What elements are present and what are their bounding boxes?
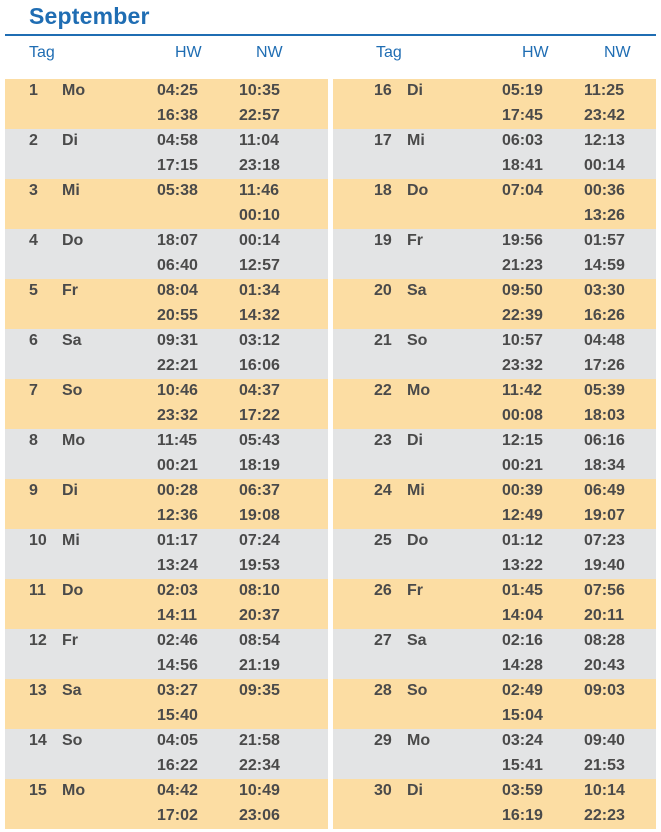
low-water-1: 07:23 xyxy=(584,532,625,549)
weekday: Mi xyxy=(62,182,80,199)
weekday: Do xyxy=(62,232,84,249)
low-water-2: 16:06 xyxy=(239,357,280,374)
low-water-1: 01:57 xyxy=(584,232,625,249)
day-number: 3 xyxy=(29,182,38,199)
high-water-1: 10:57 xyxy=(502,332,543,349)
high-water-2: 22:39 xyxy=(502,307,543,324)
low-water-1: 05:39 xyxy=(584,382,625,399)
low-water-1: 06:49 xyxy=(584,482,625,499)
low-water-1: 10:49 xyxy=(239,782,280,799)
low-water-2: 20:43 xyxy=(584,657,625,674)
low-water-2: 18:34 xyxy=(584,457,625,474)
low-water-2: 20:11 xyxy=(584,607,625,624)
weekday: Di xyxy=(62,132,78,149)
high-water-2: 14:04 xyxy=(502,607,543,624)
high-water-2: 21:23 xyxy=(502,257,543,274)
low-water-1: 04:37 xyxy=(239,382,280,399)
low-water-2: 23:42 xyxy=(584,107,625,124)
weekday: Sa xyxy=(62,682,82,699)
high-water-2: 16:38 xyxy=(157,107,198,124)
table-row xyxy=(333,379,656,429)
high-water-1: 00:39 xyxy=(502,482,543,499)
high-water-1: 04:42 xyxy=(157,782,198,799)
low-water-1: 09:40 xyxy=(584,732,625,749)
table-row xyxy=(333,179,656,229)
high-water-1: 09:31 xyxy=(157,332,198,349)
low-water-1: 07:24 xyxy=(239,532,280,549)
low-water-2: 13:26 xyxy=(584,207,625,224)
weekday: Fr xyxy=(62,632,78,649)
high-water-2: 22:21 xyxy=(157,357,198,374)
day-number: 29 xyxy=(374,732,392,749)
table-row xyxy=(5,179,328,229)
low-water-2: 21:53 xyxy=(584,757,625,774)
high-water-1: 02:49 xyxy=(502,682,543,699)
table-row xyxy=(5,129,328,179)
low-water-1: 03:12 xyxy=(239,332,280,349)
table-row xyxy=(5,379,328,429)
low-water-2: 19:40 xyxy=(584,557,625,574)
low-water-1: 04:48 xyxy=(584,332,625,349)
low-water-1: 03:30 xyxy=(584,282,625,299)
low-water-1: 21:58 xyxy=(239,732,280,749)
low-water-2: 22:23 xyxy=(584,807,625,824)
high-water-2: 16:19 xyxy=(502,807,543,824)
table-row xyxy=(333,229,656,279)
weekday: Mo xyxy=(407,732,431,749)
low-water-2: 19:08 xyxy=(239,507,280,524)
high-water-2: 14:28 xyxy=(502,657,543,674)
table-row xyxy=(333,79,656,129)
high-water-2: 17:45 xyxy=(502,107,543,124)
high-water-1: 12:15 xyxy=(502,432,543,449)
low-water-2: 18:03 xyxy=(584,407,625,424)
low-water-2: 17:26 xyxy=(584,357,625,374)
weekday: Mi xyxy=(407,482,425,499)
high-water-2: 12:49 xyxy=(502,507,543,524)
day-number: 15 xyxy=(29,782,47,799)
weekday: Di xyxy=(407,782,423,799)
weekday: Mo xyxy=(62,82,86,99)
low-water-2: 00:10 xyxy=(239,207,280,224)
low-water-1: 05:43 xyxy=(239,432,280,449)
high-water-1: 07:04 xyxy=(502,182,543,199)
high-water-2: 17:02 xyxy=(157,807,198,824)
low-water-1: 10:35 xyxy=(239,82,280,99)
high-water-1: 18:07 xyxy=(157,232,198,249)
weekday: Sa xyxy=(407,282,427,299)
weekday: Do xyxy=(407,182,429,199)
table-row xyxy=(333,129,656,179)
low-water-2: 20:37 xyxy=(239,607,280,624)
day-number: 1 xyxy=(29,82,38,99)
day-number: 17 xyxy=(374,132,392,149)
table-row xyxy=(5,279,328,329)
high-water-2: 15:04 xyxy=(502,707,543,724)
high-water-1: 04:25 xyxy=(157,82,198,99)
weekday: Mi xyxy=(407,132,425,149)
day-number: 21 xyxy=(374,332,392,349)
high-water-1: 09:50 xyxy=(502,282,543,299)
low-water-2: 22:34 xyxy=(239,757,280,774)
day-number: 27 xyxy=(374,632,392,649)
table-row xyxy=(5,629,328,679)
header-nw-left: NW xyxy=(256,44,283,61)
high-water-2: 00:21 xyxy=(502,457,543,474)
high-water-1: 11:42 xyxy=(502,382,543,399)
high-water-1: 08:04 xyxy=(157,282,198,299)
day-number: 24 xyxy=(374,482,392,499)
low-water-1: 11:25 xyxy=(584,82,625,99)
low-water-1: 00:14 xyxy=(239,232,280,249)
high-water-2: 17:15 xyxy=(157,157,198,174)
day-number: 2 xyxy=(29,132,38,149)
low-water-2: 17:22 xyxy=(239,407,280,424)
table-row xyxy=(5,229,328,279)
high-water-2: 00:08 xyxy=(502,407,543,424)
low-water-1: 06:16 xyxy=(584,432,625,449)
weekday: So xyxy=(407,332,428,349)
day-number: 12 xyxy=(29,632,47,649)
high-water-1: 10:46 xyxy=(157,382,198,399)
table-row xyxy=(5,729,328,779)
low-water-2: 21:19 xyxy=(239,657,280,674)
high-water-1: 03:59 xyxy=(502,782,543,799)
low-water-1: 10:14 xyxy=(584,782,625,799)
day-number: 14 xyxy=(29,732,47,749)
low-water-2: 19:53 xyxy=(239,557,280,574)
weekday: So xyxy=(407,682,428,699)
table-row xyxy=(333,629,656,679)
high-water-2: 23:32 xyxy=(502,357,543,374)
low-water-1: 11:04 xyxy=(239,132,280,149)
weekday: Di xyxy=(407,82,423,99)
table-row xyxy=(5,329,328,379)
high-water-2: 18:41 xyxy=(502,157,543,174)
high-water-2: 15:40 xyxy=(157,707,198,724)
title-rule xyxy=(5,34,656,36)
table-row xyxy=(5,529,328,579)
table-row xyxy=(333,429,656,479)
high-water-2: 06:40 xyxy=(157,257,198,274)
high-water-2: 13:22 xyxy=(502,557,543,574)
low-water-2: 22:57 xyxy=(239,107,280,124)
low-water-2: 19:07 xyxy=(584,507,625,524)
day-number: 4 xyxy=(29,232,38,249)
table-row xyxy=(5,679,328,729)
high-water-2: 12:36 xyxy=(157,507,198,524)
day-number: 22 xyxy=(374,382,392,399)
high-water-1: 03:24 xyxy=(502,732,543,749)
low-water-1: 00:36 xyxy=(584,182,625,199)
low-water-1: 08:54 xyxy=(239,632,280,649)
low-water-1: 12:13 xyxy=(584,132,625,149)
high-water-1: 01:45 xyxy=(502,582,543,599)
weekday: Fr xyxy=(62,282,78,299)
weekday: Mi xyxy=(62,532,80,549)
high-water-1: 02:03 xyxy=(157,582,198,599)
high-water-1: 02:16 xyxy=(502,632,543,649)
high-water-2: 14:11 xyxy=(157,607,198,624)
table-row xyxy=(5,479,328,529)
header-hw-left: HW xyxy=(175,44,202,61)
page-title: September xyxy=(29,3,150,29)
weekday: Mo xyxy=(62,782,86,799)
high-water-1: 05:19 xyxy=(502,82,543,99)
low-water-2: 14:32 xyxy=(239,307,280,324)
high-water-2: 00:21 xyxy=(157,457,198,474)
day-number: 25 xyxy=(374,532,392,549)
header-nw-right: NW xyxy=(604,44,631,61)
day-number: 23 xyxy=(374,432,392,449)
weekday: Mo xyxy=(407,382,431,399)
table-row xyxy=(333,679,656,729)
weekday: Di xyxy=(407,432,423,449)
low-water-1: 01:34 xyxy=(239,282,280,299)
weekday: Di xyxy=(62,482,78,499)
header-tag-right: Tag xyxy=(376,44,402,61)
high-water-2: 16:22 xyxy=(157,757,198,774)
table-row xyxy=(5,779,328,829)
day-number: 26 xyxy=(374,582,392,599)
high-water-1: 04:05 xyxy=(157,732,198,749)
day-number: 7 xyxy=(29,382,38,399)
day-number: 5 xyxy=(29,282,38,299)
high-water-1: 03:27 xyxy=(157,682,198,699)
day-number: 13 xyxy=(29,682,47,699)
weekday: Do xyxy=(62,582,84,599)
table-row xyxy=(333,479,656,529)
low-water-1: 06:37 xyxy=(239,482,280,499)
low-water-2: 00:14 xyxy=(584,157,625,174)
day-number: 11 xyxy=(29,582,46,599)
weekday: Fr xyxy=(407,232,423,249)
low-water-1: 09:35 xyxy=(239,682,280,699)
day-number: 6 xyxy=(29,332,38,349)
day-number: 28 xyxy=(374,682,392,699)
low-water-2: 23:06 xyxy=(239,807,280,824)
table-row xyxy=(5,429,328,479)
low-water-1: 09:03 xyxy=(584,682,625,699)
weekday: So xyxy=(62,382,83,399)
weekday: Sa xyxy=(62,332,82,349)
high-water-2: 20:55 xyxy=(157,307,198,324)
low-water-1: 11:46 xyxy=(239,182,280,199)
table-row xyxy=(333,529,656,579)
table-row xyxy=(333,329,656,379)
low-water-1: 08:10 xyxy=(239,582,280,599)
day-number: 20 xyxy=(374,282,392,299)
high-water-2: 15:41 xyxy=(502,757,543,774)
high-water-2: 14:56 xyxy=(157,657,198,674)
header-tag-left: Tag xyxy=(29,44,55,61)
day-number: 16 xyxy=(374,82,392,99)
high-water-1: 01:17 xyxy=(157,532,198,549)
header-hw-right: HW xyxy=(522,44,549,61)
low-water-1: 07:56 xyxy=(584,582,625,599)
table-row xyxy=(5,79,328,129)
day-number: 19 xyxy=(374,232,392,249)
high-water-1: 19:56 xyxy=(502,232,543,249)
table-row xyxy=(333,779,656,829)
low-water-2: 23:18 xyxy=(239,157,280,174)
high-water-1: 05:38 xyxy=(157,182,198,199)
high-water-1: 11:45 xyxy=(157,432,198,449)
day-number: 9 xyxy=(29,482,38,499)
low-water-2: 18:19 xyxy=(239,457,280,474)
day-number: 8 xyxy=(29,432,38,449)
low-water-2: 16:26 xyxy=(584,307,625,324)
left-column-table xyxy=(5,79,328,829)
high-water-1: 04:58 xyxy=(157,132,198,149)
low-water-2: 14:59 xyxy=(584,257,625,274)
day-number: 30 xyxy=(374,782,392,799)
high-water-1: 01:12 xyxy=(502,532,543,549)
table-row xyxy=(333,729,656,779)
high-water-1: 00:28 xyxy=(157,482,198,499)
high-water-1: 02:46 xyxy=(157,632,198,649)
weekday: Sa xyxy=(407,632,427,649)
low-water-2: 12:57 xyxy=(239,257,280,274)
weekday: Mo xyxy=(62,432,86,449)
right-column-table xyxy=(333,79,656,829)
table-row xyxy=(5,579,328,629)
high-water-2: 23:32 xyxy=(157,407,198,424)
day-number: 10 xyxy=(29,532,47,549)
weekday: So xyxy=(62,732,83,749)
day-number: 18 xyxy=(374,182,392,199)
low-water-1: 08:28 xyxy=(584,632,625,649)
weekday: Fr xyxy=(407,582,423,599)
table-row xyxy=(333,279,656,329)
weekday: Do xyxy=(407,532,429,549)
table-row xyxy=(333,579,656,629)
high-water-1: 06:03 xyxy=(502,132,543,149)
high-water-2: 13:24 xyxy=(157,557,198,574)
